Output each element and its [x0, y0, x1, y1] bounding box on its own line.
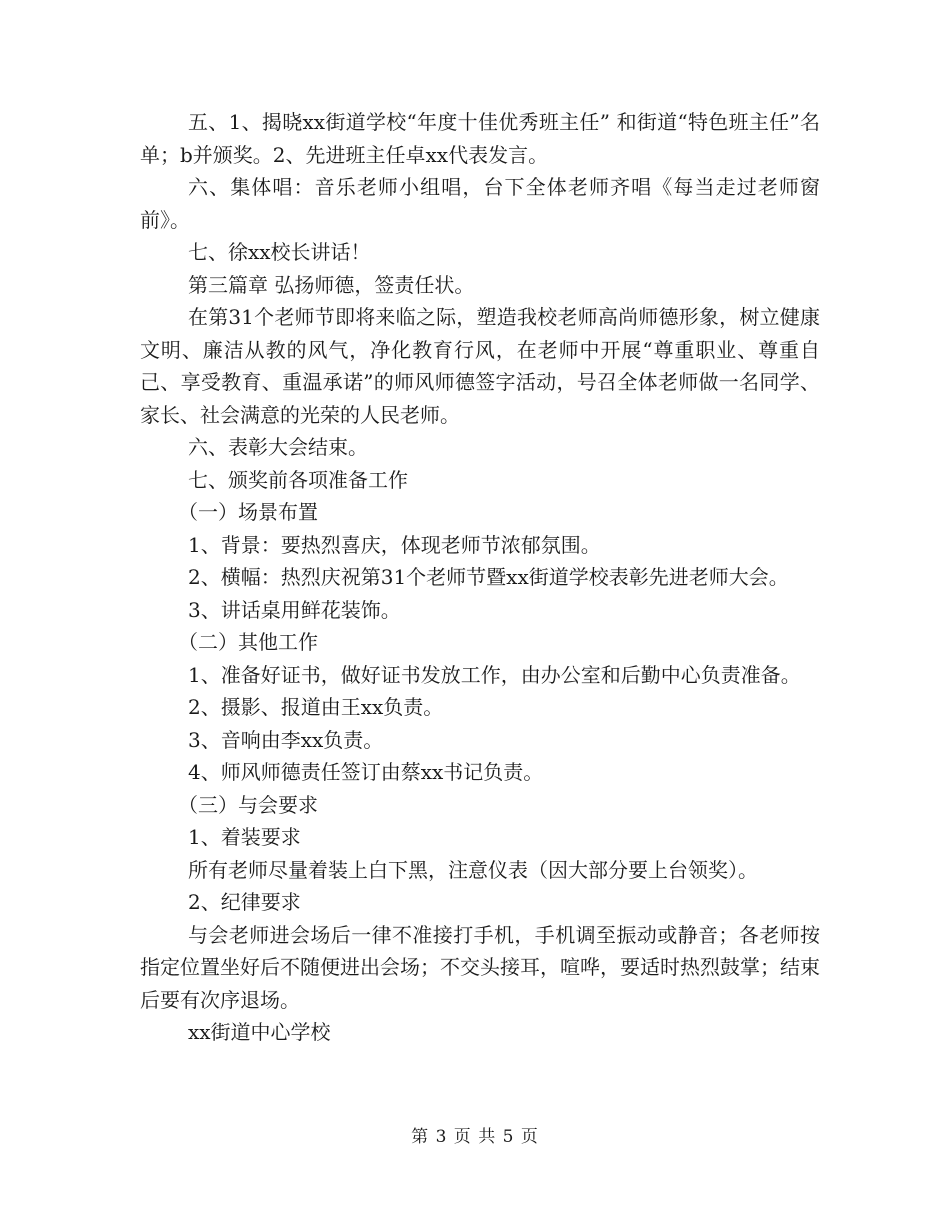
subheading-meeting-requirements: （三）与会要求 [178, 792, 318, 817]
paragraph-dress-code: 所有老师尽量着装上白下黑，注意仪表（因大部分要上台领奖）。 [188, 857, 758, 882]
paragraph-photography: 2、摄影、报道由王xx负责。 [188, 695, 444, 719]
subheading-other-work: （二）其他工作 [178, 630, 318, 654]
page-number-footer: 第 3 页 共 5 页 [411, 1127, 539, 1147]
paragraph-principal-speech: 七、徐xx校长讲话！ [188, 240, 371, 264]
paragraph-group-singing: 六、集体唱：音乐老师小组唱，台下全体老师齐唱《每当走过老师窗前》。 [140, 175, 820, 232]
paragraph-preparation-heading: 七、颁奖前各项准备工作 [188, 467, 408, 492]
subheading-venue-setup: （一）场景布置 [178, 500, 318, 524]
paragraph-ethics-signing: 4、师风师德责任签订由蔡xx书记负责。 [188, 760, 544, 784]
paragraph-discipline-heading: 2、纪律要求 [188, 890, 301, 914]
paragraph-award-announcement: 五、1、揭晓xx街道学校“年度十佳优秀班主任” 和街道“特色班主任”名单；b并颁奖。2、先进班主任卓xx代表发言。 [140, 110, 820, 167]
paragraph-meeting-end: 六、表彰大会结束。 [188, 435, 368, 459]
paragraph-certificates: 1、准备好证书，做好证书发放工作，由办公室和后勤中心负责准备。 [188, 662, 801, 687]
paragraph-ethics-activity: 在第31个老师节即将来临之际，塑造我校老师高尚师德形象，树立健康文明、廉洁从教的风气，净化教育行风，在老师中开展“尊重职业、尊重自己、享受教育、重温承诺”的师风师德签字活动，号召全体老师做一名同学、家长、社会满意的光荣的人民老师。 [140, 305, 820, 427]
paragraph-podium-flowers: 3、讲话桌用鲜花装饰。 [188, 597, 401, 622]
paragraph-chapter-three: 第三篇章 弘扬师德，签责任状。 [188, 272, 475, 297]
paragraph-banner: 2、横幅：热烈庆祝第31个老师节暨xx街道学校表彰先进老师大会。 [188, 565, 789, 589]
paragraph-dress-code-heading: 1、着装要求 [188, 825, 301, 849]
paragraph-signature-school: xx街道中心学校 [188, 1020, 331, 1044]
paragraph-background: 1、背景：要热烈喜庆，体现老师节浓郁氛围。 [188, 532, 601, 557]
paragraph-discipline: 与会老师进会场后一律不准接打手机，手机调至振动或静音；各老师按指定位置坐好后不随便进出会场；不交头接耳，喧哗，要适时热烈鼓掌；结束后要有次序退场。 [140, 922, 820, 1012]
paragraph-audio: 3、音响由李xx负责。 [188, 727, 384, 752]
document-body [140, 106, 820, 1049]
